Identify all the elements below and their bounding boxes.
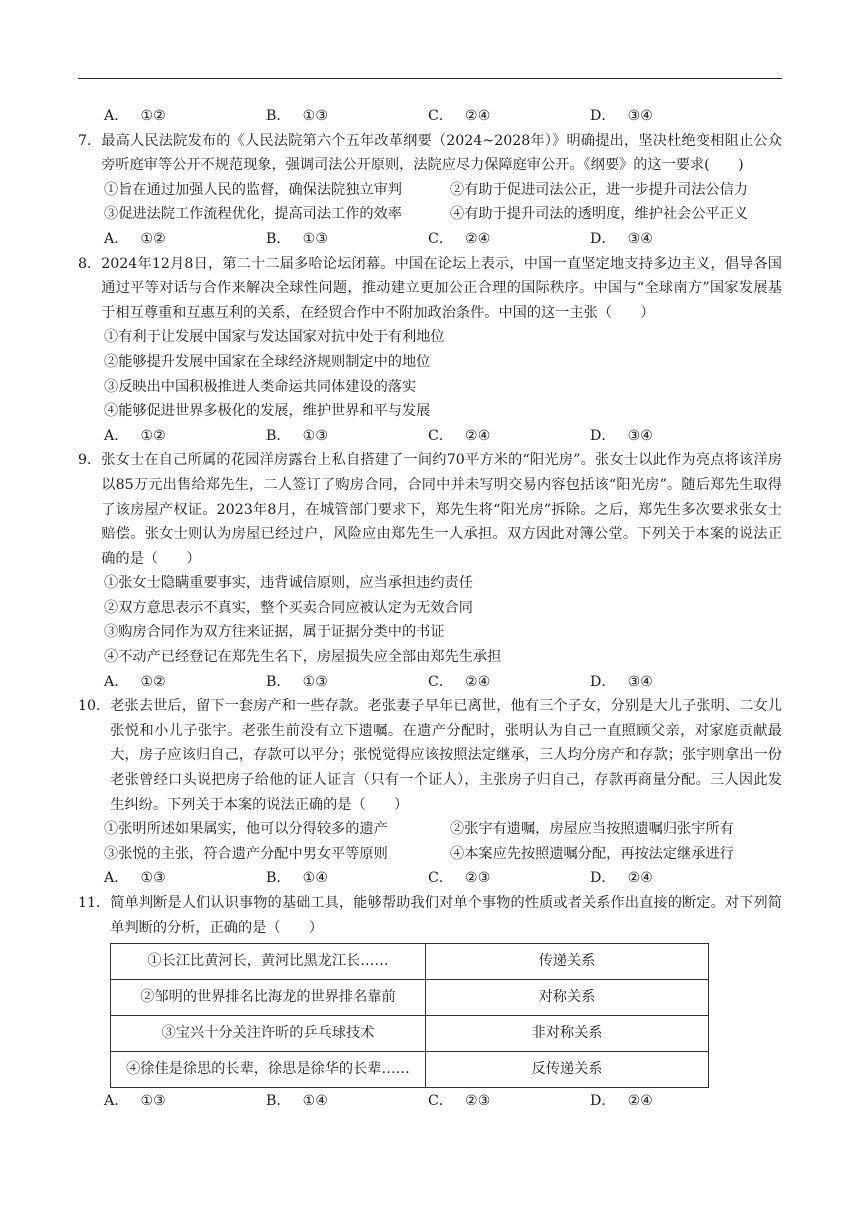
option-a: A． ①② (104, 673, 166, 690)
question-stem: 7． 最高人民法院发布的《人民法院第六个五年改革纲要（2024~2028年）》明确提出，坚决杜绝变相阻止公众旁听庭审等公开不规范现象，强调司法公开原则，法院应尽力保障庭审公开。《纲要》的这一要求( ) (78, 132, 782, 174)
table-row (111, 944, 709, 980)
question-10 (78, 694, 782, 891)
answer-options (78, 670, 782, 695)
option-a: A． ①③ (104, 1093, 166, 1110)
option-b: B． ①③ (266, 427, 329, 444)
question-9 (78, 448, 782, 694)
judgment-table (110, 943, 709, 1088)
option-b: B． ①③ (266, 230, 329, 247)
exam-page (78, 104, 782, 1114)
answer-options (78, 424, 782, 449)
table-cell: 传递关系 (426, 944, 709, 980)
table-cell: ①长江比黄河长，黄河比黑龙江长…… (111, 944, 426, 980)
q6-option-b: B． ①③ (266, 108, 329, 124)
option-d: D． ②④ (590, 1093, 654, 1110)
option-a: A． ①③ (104, 870, 166, 887)
table-cell: ③宝兴十分关注许昕的乒乓球技术 (111, 1016, 426, 1052)
question-stem: 8． 2024年12月8日，第二十二届多哈论坛闭幕。中国在论坛上表示，中国一直坚定地支持多边主义，倡导各国通过平等对话与合作来解决全球性问题，推动建立更加公正合理的国际秩序。中国与“全球南方”国家发展基于相互尊重和互惠互利的关系，在经贸合作中不附加政治条件。中国的这一主张（ ） (78, 255, 782, 321)
statement: ②有助于促进司法公正，进一步提升司法公信力 (450, 181, 748, 198)
statement: ③张悦的主张，符合遗产分配中男女平等原则 (104, 845, 388, 862)
table-cell: ②邹明的世界排名比海龙的世界排名靠前 (111, 980, 426, 1016)
question-stem: 10． 老张去世后，留下一套房产和一些存款。老张妻子早年已离世，他有三个子女，分别是大儿子张明、二女儿张悦和小儿子张宇。老张生前没有立下遗嘱。在遗产分配时，张明认为自己一直照顾父亲，对家庭贡献最大，房子应该归自己，存款可以平分；张悦觉得应该按照法定继承，三人均分房产和存款；张宇则拿出一份老张曾经口头说把房子给他的证人证言（只有一个证人），主张房子归自己，存款再商量分配。三人因此发生纠纷。下列关于本案的说法正确的是（ ） (78, 698, 782, 813)
option-b: B． ①④ (266, 1093, 329, 1110)
option-c: C． ②④ (428, 427, 491, 444)
statement: ①有利于让发展中国家与发达国家对抗中处于有利地位 (104, 329, 445, 346)
q6-options (78, 104, 782, 129)
table-cell: 非对称关系 (426, 1016, 709, 1052)
option-d: D． ②④ (590, 870, 654, 887)
statement: ②能够提升发展中国家在全球经济规则制定中的地位 (104, 353, 431, 370)
header-rule (78, 78, 782, 79)
option-d: D． ③④ (590, 427, 654, 444)
statement: ③反映出中国积极推进人类命运共同体建设的落实 (104, 378, 417, 395)
question-stem: 9． 张女士在自己所属的花园洋房露台上私自搭建了一间约70平方米的“阳光房”。张女士以此作为亮点将该洋房以85万元出售给郑先生，二人签订了购房合同，合同中并未写明交易内容包括该“阳光房”。随后郑先生取得了该房屋产权证。2023年8月，在城管部门要求下，郑先生将“阳光房”拆除。之后，郑先生多次要求张女士赔偿。张女士则认为房屋已经过户，风险应由郑先生一人承担。双方因此对簿公堂。下列关于本案的说法正确的是（ ） (78, 452, 782, 567)
option-d: D． ③④ (590, 230, 654, 247)
statement-row (78, 202, 782, 227)
q6-option-d: D． ③④ (590, 108, 654, 124)
statement: ④本案应先按照遗嘱分配，再按法定继承进行 (450, 845, 734, 862)
answer-options (78, 1089, 782, 1114)
option-d: D． ③④ (590, 673, 654, 690)
table-row (111, 1016, 709, 1052)
statement-row (78, 842, 782, 867)
table-cell: 对称关系 (426, 980, 709, 1016)
statement: ②双方意思表示不真实，整个买卖合同应被认定为无效合同 (104, 599, 473, 616)
option-c: C． ②④ (428, 673, 491, 690)
option-a: A． ①② (104, 427, 166, 444)
question-stem: 11． 简单判断是人们认识事物的基础工具，能够帮助我们对单个事物的性质或者关系作出直接的断定。对下列简单判断的分析，正确的是（ ） (78, 895, 782, 936)
statement: ④能够促进世界多极化的发展，维护世界和平与发展 (104, 403, 431, 420)
question-8 (78, 252, 782, 449)
question-11 (78, 891, 782, 1114)
statement: ④有助于提升司法的透明度，维护社会公平正义 (450, 206, 748, 223)
answer-options (78, 227, 782, 252)
statement: ①张女士隐瞒重要事实，违背诚信原则，应当承担违约责任 (104, 575, 473, 592)
statement: ③促进法院工作流程优化，提高司法工作的效率 (104, 206, 402, 223)
option-c: C． ②④ (428, 230, 491, 247)
answer-options (78, 866, 782, 891)
statement: ①张明所述如果属实，他可以分得较多的遗产 (104, 821, 388, 838)
table-row (111, 980, 709, 1016)
option-a: A． ①② (104, 230, 166, 247)
statement: ①旨在通过加强人民的监督，确保法院独立审判 (104, 181, 402, 198)
option-b: B． ①③ (266, 673, 329, 690)
statement: ②张宇有遗嘱，房屋应当按照遗嘱归张宇所有 (450, 821, 734, 838)
table-cell: ④徐佳是徐思的长辈，徐思是徐华的长辈…… (111, 1052, 426, 1088)
option-c: C． ②③ (428, 1093, 491, 1110)
table-row (111, 1052, 709, 1088)
q6-option-c: C． ②④ (428, 108, 491, 124)
statement-row (78, 178, 782, 203)
table-cell: 反传递关系 (426, 1052, 709, 1088)
option-c: C． ②③ (428, 870, 491, 887)
statement: ④不动产已经登记在郑先生名下，房屋损失应全部由郑先生承担 (104, 649, 502, 666)
q6-option-a: A． ①② (104, 108, 166, 124)
statement-row (78, 817, 782, 842)
question-7 (78, 129, 782, 252)
option-b: B． ①④ (266, 870, 329, 887)
statement: ③购房合同作为双方往来证据，属于证据分类中的书证 (104, 624, 445, 641)
